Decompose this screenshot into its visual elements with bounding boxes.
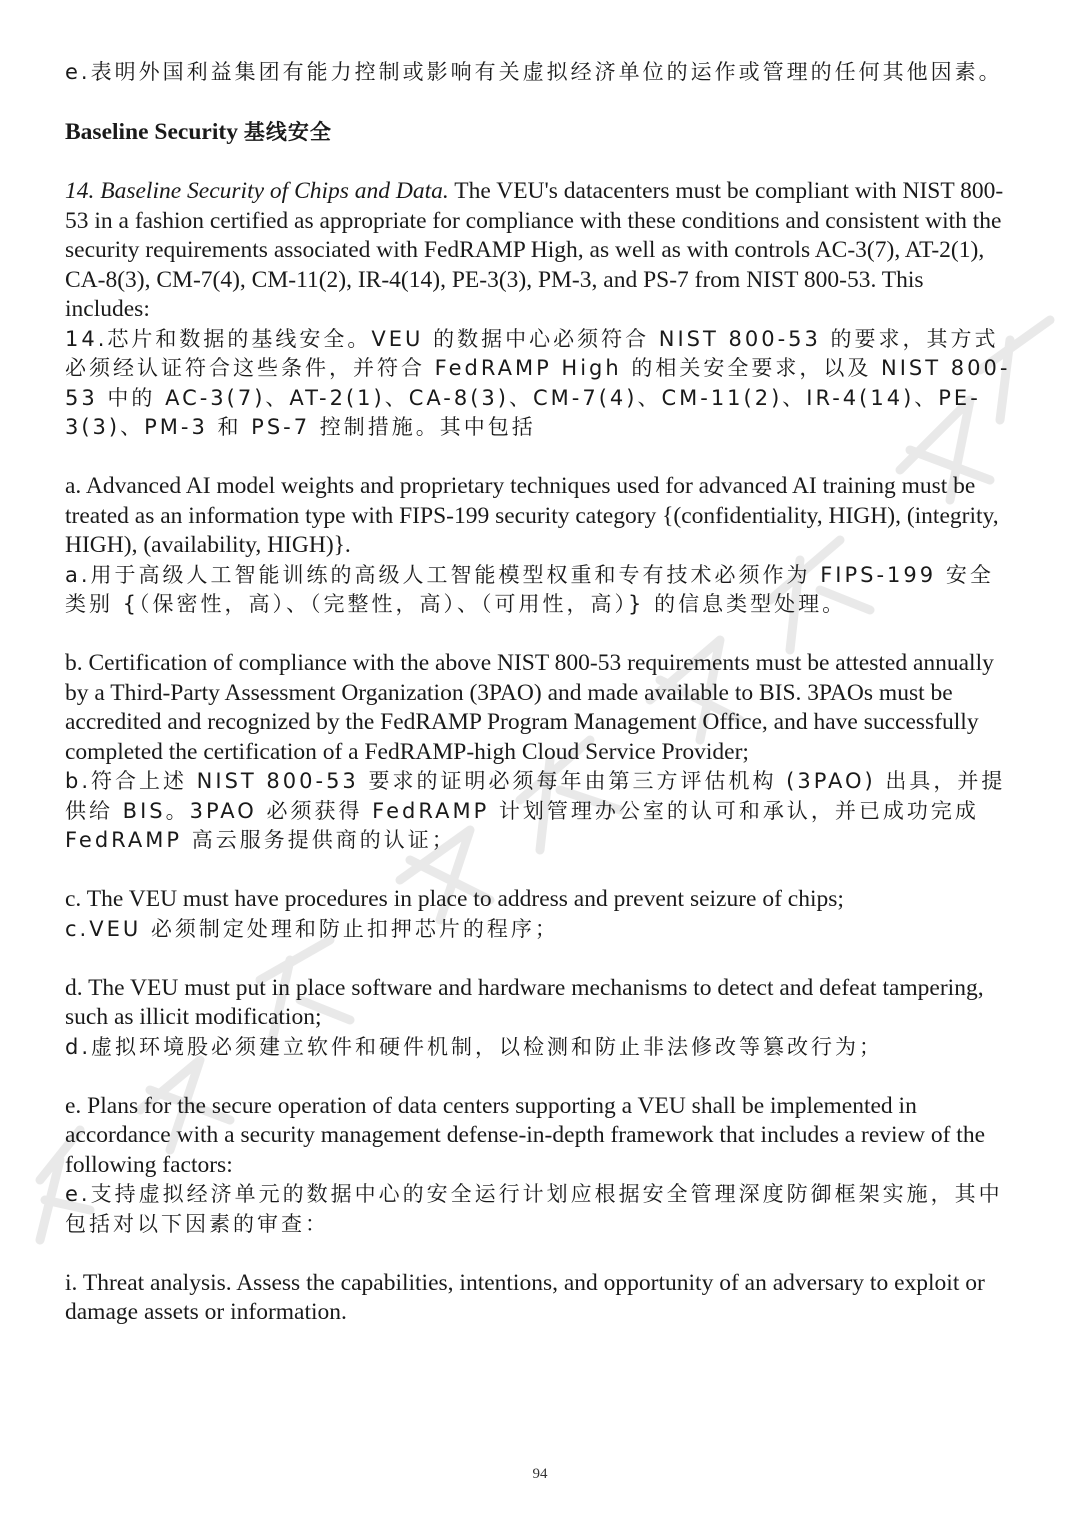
item-b-zh: b.符合上述 NIST 800-53 要求的证明必须每年由第三方评估机构 (3PAO) 出具，并提供给 BIS。3PAO 必须获得 FedRAMP 计划管理办公室的认可和承认，并已成功完成 FedRAMP 高云服务提供商的认证； [65, 769, 1006, 852]
item-d [65, 974, 1013, 1063]
item-i [65, 1269, 1013, 1328]
section-heading-en: Baseline Security [65, 118, 238, 145]
item-e [65, 1092, 1013, 1240]
paragraph-14 [65, 177, 1013, 443]
item-c-zh: c.VEU 必须制定处理和防止扣押芯片的程序； [65, 916, 559, 941]
document-page [65, 58, 1013, 1328]
paragraph-14-title: 14. Baseline Security of Chips and Data. [65, 178, 449, 204]
page-number: 94 [532, 1466, 548, 1482]
item-a-zh: a.用于高级人工智能训练的高级人工智能模型权重和专有技术必须作为 FIPS-199 安全类别 {（保密性，高）、（完整性，高）、（可用性，高）} 的信息类型处理。 [65, 562, 994, 616]
item-a [65, 472, 1013, 620]
item-d-zh: d.虚拟环境股必须建立软件和硬件机制，以检测和防止非法修改等篡改行为； [65, 1034, 884, 1059]
item-b-en: b. Certification of compliance with the above NIST 800-53 requirements must be attested annually by a Third-Party Assessment Organization (3PAO) and made available to BIS. 3PAOs must be accredited and recognized by the FedRAMP Program Management Office, and have successfully completed the certification of a FedRAMP-high Cloud Service Provider; [65, 650, 994, 765]
item-e-en: e. Plans for the secure operation of data centers supporting a VEU shall be implemented in accordance with a security management defense-in-depth framework that includes a review of the following factors: [65, 1092, 986, 1178]
item-b [65, 649, 1013, 856]
intro-item-e-zh: e.表明外国利益集团有能力控制或影响有关虚拟经济单位的运作或管理的任何其他因素。 [65, 60, 1003, 84]
section-heading [65, 118, 1013, 148]
item-c [65, 885, 1013, 944]
paragraph-14-en [65, 177, 1013, 325]
item-e-zh: e.支持虚拟经济单元的数据中心的安全运行计划应根据安全管理深度防御框架实施，其中包括对以下因素的审查： [65, 1182, 1003, 1236]
paragraph-14-zh: 14.芯片和数据的基线安全。VEU 的数据中心必须符合 NIST 800-53 的要求，其方式必须经认证符合这些条件，并符合 FedRAMP High 的相关安全要求，以及 NIST 800-53 中的 AC-3(7)、AT-2(1)、CA-8(3)、CM-7(4)、CM-11(2)、IR-4(14)、PE-3(3)、PM-3 和 PS-7 控制措施。其中包括 [65, 326, 1011, 439]
item-a-en: a. Advanced AI model weights and proprietary techniques used for advanced AI training must be treated as an information type with FIPS-199 security category {(confidentiality, HIGH), (integrity, HIGH), (availability, HIGH)}. [65, 473, 999, 558]
item-i-en: i. Threat analysis. Assess the capabilities, intentions, and opportunity of an adversary to exploit or damage assets or information. [65, 1269, 985, 1325]
paragraph-14-body: The VEU's datacenters must be compliant with NIST 800-53 in a fashion certified as appropriate for compliance with these conditions and consistent with the security requirements associated with FedRAMP High, as well as with controls AC-3(7), AT-2(1), CA-8(3), CM-7(4), CM-11(2), IR-4(14), PE-3(3), PM-3, and PS-7 from NIST 800-53. This includes: [65, 178, 1004, 322]
item-d-en: d. The VEU must put in place software and hardware mechanisms to detect and defeat tampering, such as illicit modification; [65, 974, 984, 1030]
section-heading-zh: 基线安全 [243, 119, 332, 144]
item-c-en: c. The VEU must have procedures in place to address and prevent seizure of chips; [65, 886, 844, 912]
